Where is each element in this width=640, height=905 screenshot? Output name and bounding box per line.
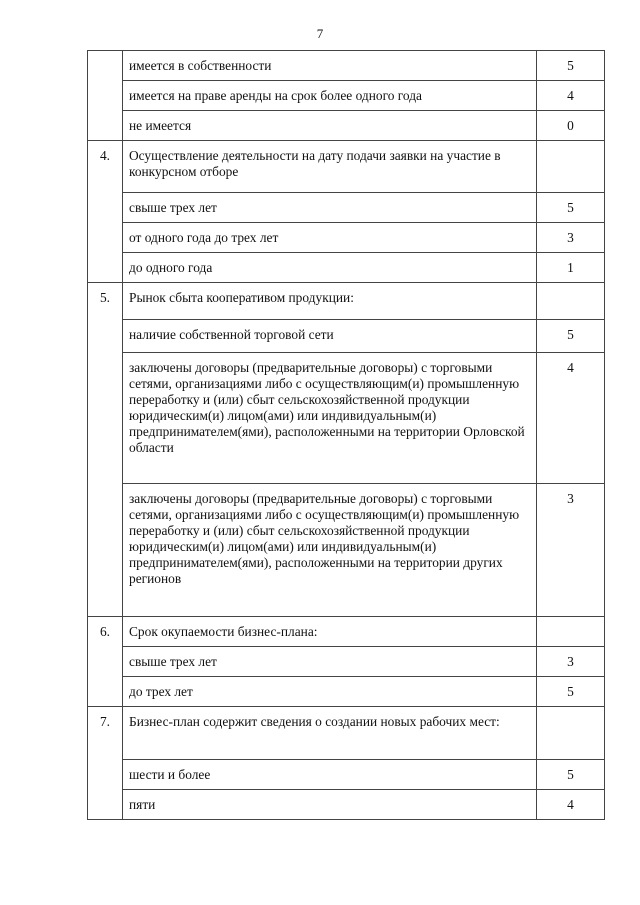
criterion-text: не имеется [123, 111, 537, 141]
points-cell: 5 [537, 677, 605, 707]
table-row [88, 647, 605, 677]
table-row [88, 760, 605, 790]
points-cell: 4 [537, 81, 605, 111]
points-cell: 4 [537, 790, 605, 820]
item-number-cell: 7. [88, 707, 123, 820]
table-row [88, 111, 605, 141]
table-row [88, 253, 605, 283]
table-row [88, 790, 605, 820]
points-cell: 3 [537, 223, 605, 253]
table-row [88, 283, 605, 320]
points-cell [537, 283, 605, 320]
table-row [88, 353, 605, 484]
table-row [88, 320, 605, 353]
points-cell: 1 [537, 253, 605, 283]
criterion-text: имеется в собственности [123, 51, 537, 81]
points-cell: 4 [537, 353, 605, 484]
table-row [88, 677, 605, 707]
points-cell: 5 [537, 193, 605, 223]
criterion-text: шести и более [123, 760, 537, 790]
item-number-cell: 6. [88, 617, 123, 707]
criterion-text: пяти [123, 790, 537, 820]
points-cell [537, 141, 605, 193]
criterion-text: имеется на праве аренды на срок более одного года [123, 81, 537, 111]
points-cell [537, 707, 605, 760]
criterion-heading: Осуществление деятельности на дату подачи заявки на участие в конкурсном отборе [123, 141, 537, 193]
criterion-heading: Бизнес-план содержит сведения о создании новых рабочих мест: [123, 707, 537, 760]
table-row [88, 707, 605, 760]
criteria-table [87, 50, 605, 820]
criterion-text: до трех лет [123, 677, 537, 707]
criterion-text: заключены договоры (предварительные договоры) с торговыми сетями, организациями либо с осуществляющим(и) промышленную переработку и (или) сбыт сельскохозяйственной продукции юридическим(и) лицом(ами) или индивидуальным(и) предпринимателем(ями), расположенными на территории Орловской области [123, 353, 537, 484]
item-number-cell [88, 51, 123, 141]
page-number: 7 [316, 26, 324, 41]
criterion-text: до одного года [123, 253, 537, 283]
criterion-heading: Рынок сбыта кооперативом продукции: [123, 283, 537, 320]
table-row [88, 141, 605, 193]
table-row [88, 223, 605, 253]
points-cell [537, 617, 605, 647]
points-cell: 5 [537, 51, 605, 81]
points-cell: 5 [537, 320, 605, 353]
criterion-text: свыше трех лет [123, 647, 537, 677]
points-cell: 3 [537, 484, 605, 617]
criterion-text: свыше трех лет [123, 193, 537, 223]
criterion-text: заключены договоры (предварительные договоры) с торговыми сетями, организациями либо с осуществляющим(и) промышленную переработку и (или) сбыт сельскохозяйственной продукции юридическим(и) лицом(ами) или индивидуальным(и) предпринимателем(ями), расположенными на территории других регионов [123, 484, 537, 617]
criterion-text: наличие собственной торговой сети [123, 320, 537, 353]
item-number-cell: 5. [88, 283, 123, 617]
criterion-text: от одного года до трех лет [123, 223, 537, 253]
table-row [88, 484, 605, 617]
criterion-heading: Срок окупаемости бизнес-плана: [123, 617, 537, 647]
points-cell: 5 [537, 760, 605, 790]
table-row [88, 193, 605, 223]
table-row [88, 81, 605, 111]
points-cell: 3 [537, 647, 605, 677]
item-number-cell: 4. [88, 141, 123, 283]
points-cell: 0 [537, 111, 605, 141]
table-row [88, 51, 605, 81]
table-row [88, 617, 605, 647]
